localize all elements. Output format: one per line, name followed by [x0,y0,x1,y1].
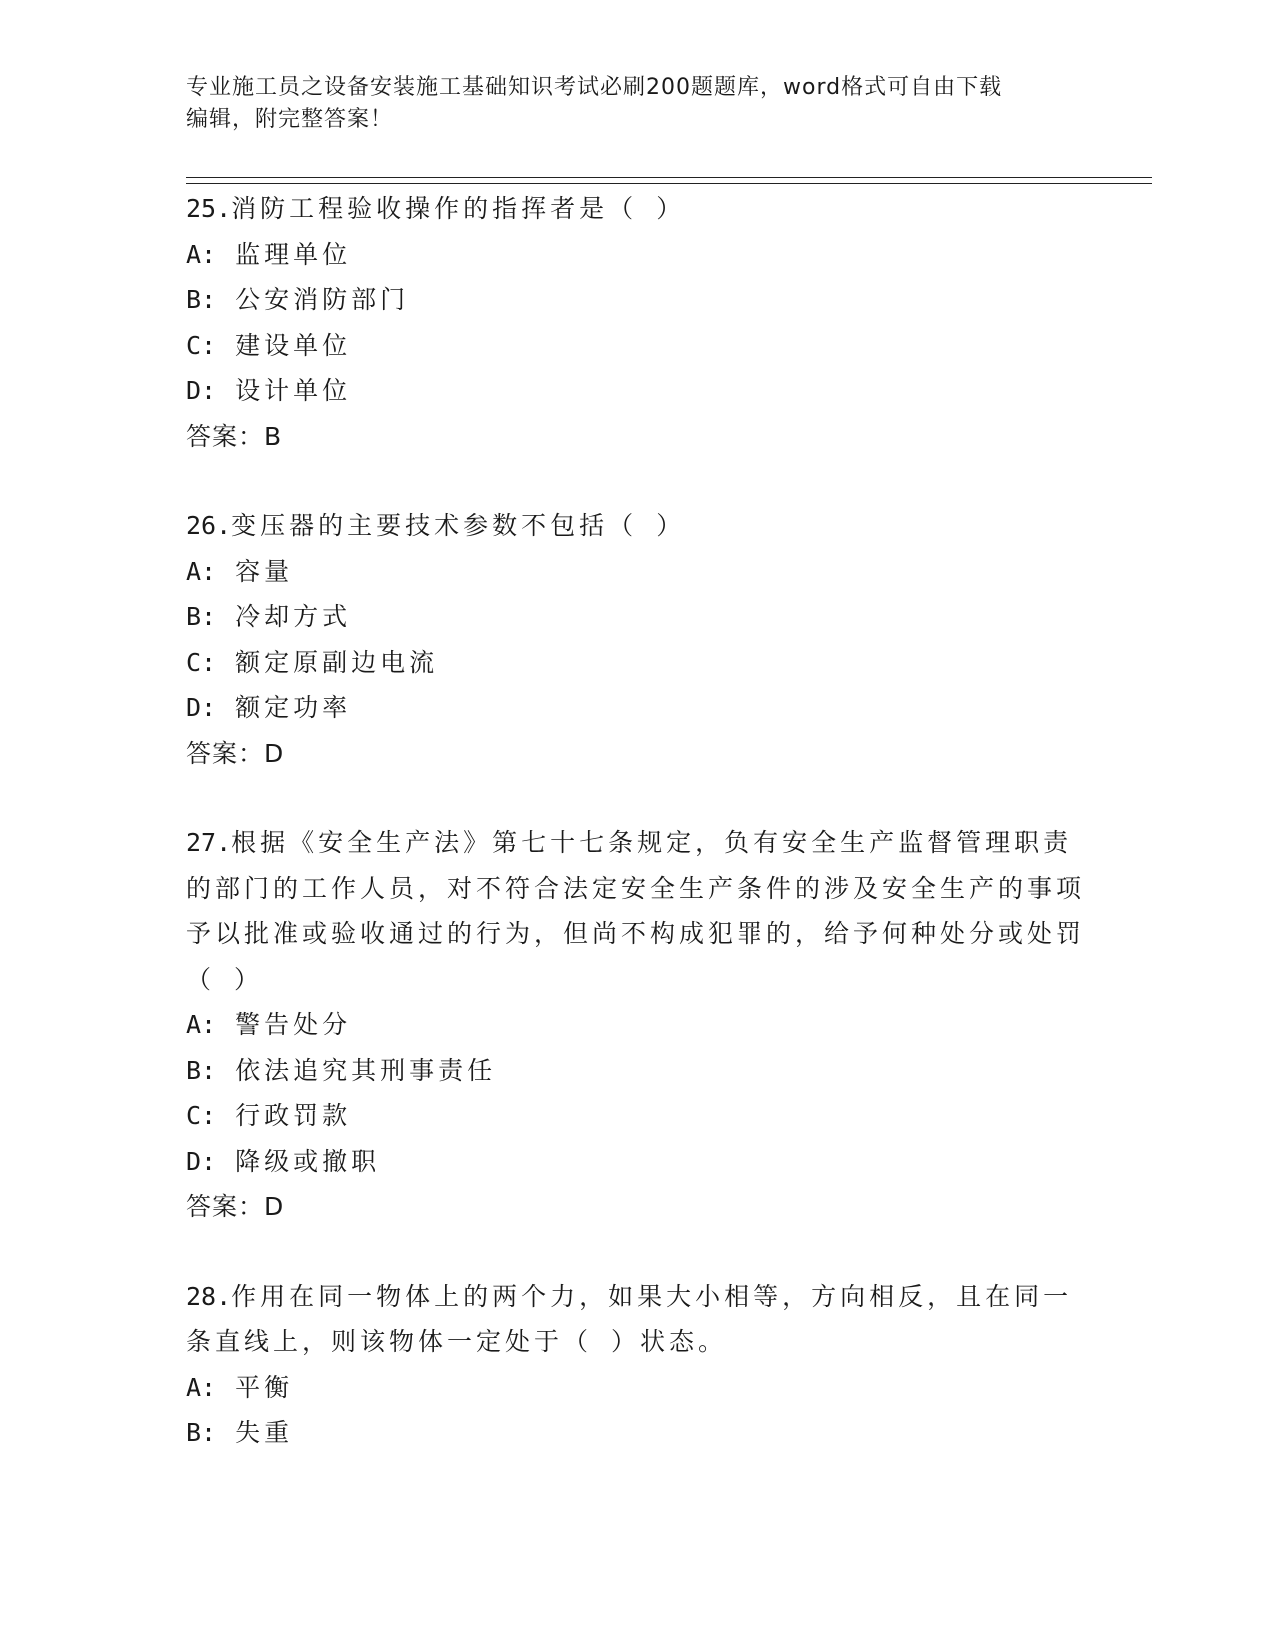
option-a [186,1002,1086,1048]
header-line-2: 编辑，附完整答案！ [186,107,394,132]
option-letter: D: [186,1146,217,1176]
option-d [186,685,1086,731]
question-stem: 消防工程验收操作的指挥者是（ ） [231,194,686,223]
option-text: 公安消防部门 [235,285,410,314]
question-stem: 变压器的主要技术参数不包括（ ） [231,511,686,540]
question-stem: 作用在同一物体上的两个力，如果大小相等，方向相反，且在同一条直线上，则该物体一定处于（ ）状态。 [186,1281,1073,1356]
option-text: 警告处分 [235,1010,352,1039]
option-letter: A: [186,1010,217,1039]
option-letter: A: [186,1372,217,1402]
option-text: 容量 [235,556,294,586]
answer-line: 答案：D [186,1192,285,1221]
option-text: 失重 [235,1418,294,1447]
option-letter: D: [186,693,217,722]
question-number: 27. [186,828,232,857]
question-27 [186,820,1086,1230]
option-b [186,594,1086,640]
option-letter: C: [186,1101,217,1130]
option-d [186,368,1086,414]
option-b [186,1048,1086,1094]
option-letter: B: [186,602,217,631]
header-line-1: 专业施工员之设备安装施工基础知识考试必刷200题题库，word格式可自由下载 [186,75,1003,100]
option-text: 降级或撤职 [235,1146,381,1176]
option-letter: D: [186,376,217,405]
question-text [186,820,1086,1002]
option-text: 建设单位 [235,330,352,360]
option-b [186,277,1086,323]
option-a [186,232,1086,278]
question-25 [186,186,1086,459]
option-c [186,640,1086,686]
option-text: 额定原副边电流 [235,647,439,677]
option-b [186,1410,1086,1456]
header-divider-bottom [186,183,1152,184]
option-text: 冷却方式 [235,602,352,631]
option-letter: A: [186,239,217,269]
question-26 [186,503,1086,776]
option-letter: B: [186,285,217,314]
option-c [186,323,1086,369]
option-letter: B: [186,1055,217,1085]
option-letter: C: [186,647,217,677]
option-text: 行政罚款 [235,1101,352,1130]
option-letter: A: [186,556,217,586]
option-a [186,549,1086,595]
option-d [186,1139,1086,1185]
answer-line: 答案：D [186,738,285,768]
question-28 [186,1274,1086,1456]
question-stem: 根据《安全生产法》第七十七条规定，负有安全生产监督管理职责的部门的工作人员，对不符合法定安全生产条件的涉及安全生产的事项予以批准或验收通过的行为，但尚不构成犯罪的，给予何种处分或处罚（ ） [186,828,1086,994]
question-number: 28. [186,1281,232,1311]
option-text: 依法追究其刑事责任 [235,1055,497,1085]
question-list [186,186,1086,1500]
option-text: 额定功率 [235,693,352,722]
option-letter: B: [186,1418,217,1447]
option-a [186,1365,1086,1411]
question-number: 25. [186,194,232,223]
question-text [186,1274,1086,1365]
option-text: 平衡 [235,1372,294,1402]
option-text: 监理单位 [235,239,352,269]
question-text [186,503,1086,549]
question-number: 26. [186,511,232,540]
option-text: 设计单位 [235,376,352,405]
option-c [186,1093,1086,1139]
answer-line: 答案：B [186,421,283,451]
question-text [186,186,1086,232]
header-divider-top [186,177,1152,178]
document-header [186,72,1066,136]
option-letter: C: [186,330,217,360]
